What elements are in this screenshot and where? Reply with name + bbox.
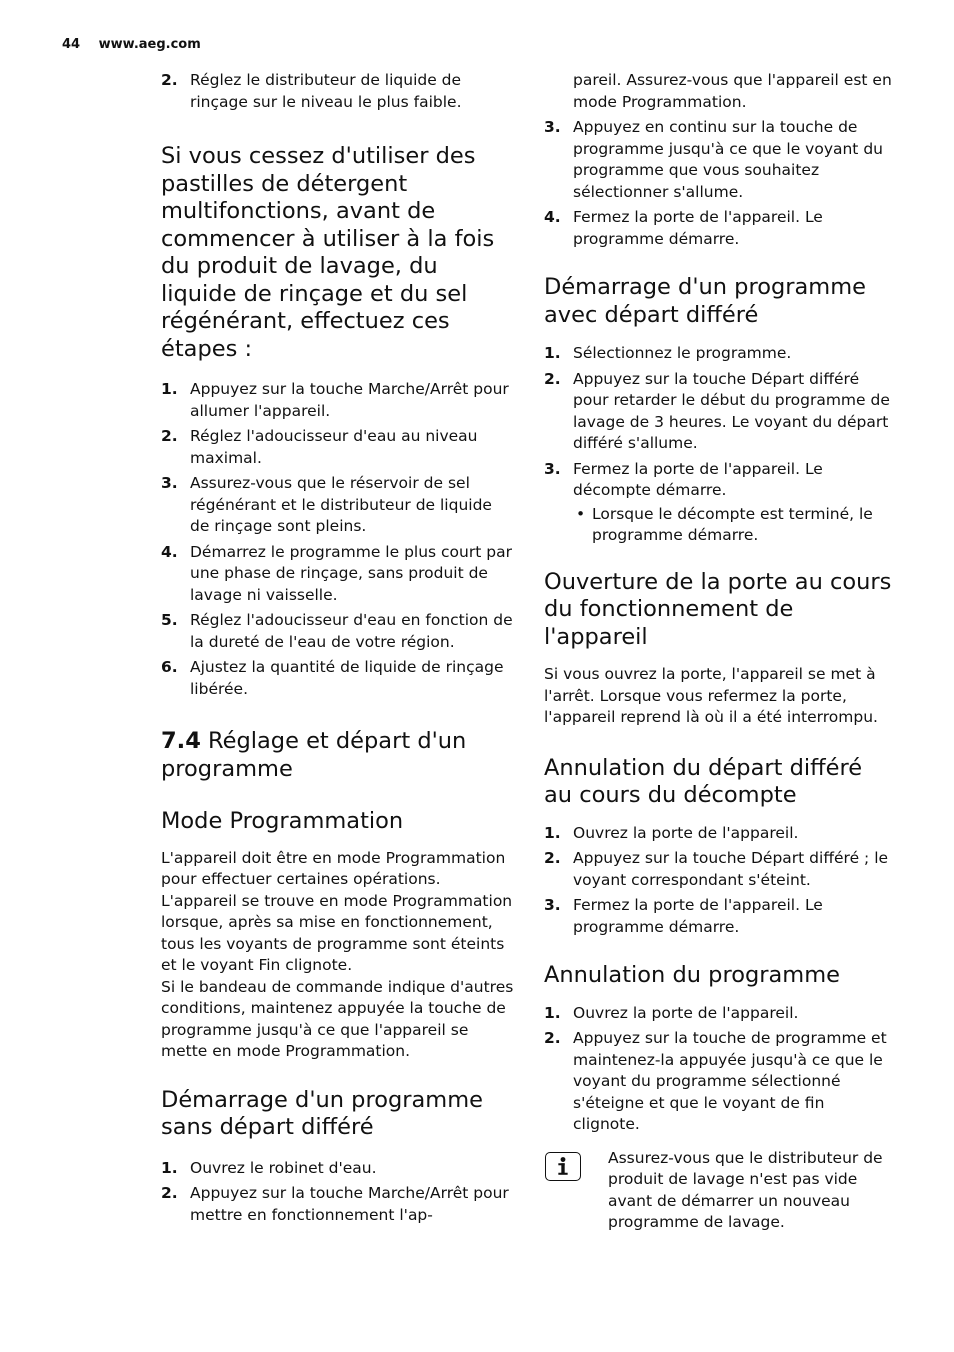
paragraph: L'appareil doit être en mode Programmation pour effectuer certaines opérations.: [161, 848, 506, 888]
list-item: [161, 473, 516, 538]
item-text: Fermez la porte de l'appareil. Le programme démarre.: [573, 208, 823, 248]
item-text: Appuyez sur la touche de programme et maintenez-la appuyée jusqu'à ce que le voyant du programme sélectionné s'éteigne et que le voyant de fin clignote.: [573, 1029, 887, 1133]
item-number: 5.: [161, 611, 178, 629]
item-number: 1.: [161, 380, 178, 398]
item-text: Appuyez en continu sur la touche de programme jusqu'à ce que le voyant du programme que vous souhaitez sélectionner s'allume.: [573, 118, 883, 201]
heading-cancel-delay: Annulation du départ différé au cours du décompte: [544, 754, 863, 808]
item-number: 2.: [544, 849, 561, 867]
bullet-icon: •: [576, 504, 586, 523]
item-number: 2.: [544, 1029, 561, 1047]
bullet-item: [573, 504, 896, 547]
item-number: 1.: [161, 1158, 178, 1177]
start-steps-list: [161, 1158, 516, 1227]
item-text: Fermez la porte de l'appareil. Le programme démarre.: [573, 896, 823, 936]
list-item: [544, 848, 896, 891]
item-text: Appuyez sur la touche Marche/Arrêt pour mettre en fonctionnement l'ap-: [190, 1184, 509, 1224]
item-number: 3.: [544, 896, 561, 914]
list-item: [544, 117, 896, 203]
continued-text: pareil. Assurez-vous que l'appareil est en mode Programmation.: [573, 71, 892, 111]
heading-start-no-delay: Démarrage d'un programme sans départ différé: [161, 1086, 483, 1140]
list-item: [161, 1183, 516, 1226]
item-text: Réglez l'adoucisseur d'eau au niveau maximal.: [190, 427, 478, 467]
paragraph: L'appareil se trouve en mode Programmation lorsque, après sa mise en fonctionnement, tous les voyants de programme sont éteints et le voyant Fin clignote.: [161, 891, 513, 974]
info-icon: [545, 1152, 581, 1181]
list-item: [544, 459, 896, 547]
item-text: Ouvrez la porte de l'appareil.: [573, 1003, 799, 1022]
item-number: 4.: [161, 542, 178, 561]
item-text: Appuyez sur la touche Départ différé pour retarder le début du programme de lavage de 3 heures. Le voyant du départ différé s'allume.: [573, 369, 890, 452]
list-item: [544, 823, 896, 845]
list-item: [161, 1158, 516, 1180]
item-text: Appuyez sur la touche Départ différé ; le voyant correspondant s'éteint.: [573, 849, 889, 889]
list-item: [161, 657, 516, 700]
item-text: Réglez l'adoucisseur d'eau en fonction de la dureté de l'eau de votre région.: [190, 611, 513, 651]
cancel-delay-steps-list: [544, 823, 896, 939]
list-item: [544, 895, 896, 938]
site-url: www.aeg.com: [98, 37, 201, 52]
item-text: Ajustez la quantité de liquide de rinçage libérée.: [190, 658, 504, 698]
bullet-text: Lorsque le décompte est terminé, le programme démarre.: [592, 504, 873, 544]
list-item: [544, 1003, 896, 1025]
list-item: [544, 207, 896, 250]
list-item: [161, 70, 516, 113]
item-number: 2.: [161, 71, 178, 89]
item-number: 3.: [544, 118, 561, 136]
item-number: 2.: [161, 427, 178, 445]
heading-start-delay: Démarrage d'un programme avec départ différé: [544, 274, 866, 328]
left-column: [161, 70, 516, 1230]
item-text: Fermez la porte de l'appareil. Le décompte démarre.: [573, 459, 823, 499]
list-item: [161, 610, 516, 653]
item-number: 3.: [161, 474, 178, 492]
list-item: [544, 369, 896, 455]
item-number: 1.: [544, 344, 561, 362]
item-number: 1.: [544, 1003, 561, 1022]
item-text: Ouvrez la porte de l'appareil.: [573, 823, 799, 842]
item-number: 2.: [161, 1184, 178, 1202]
list-item: [161, 379, 516, 422]
section-title: [161, 728, 516, 783]
item-number: 2.: [544, 369, 561, 388]
item-number: 3.: [544, 459, 561, 478]
paragraph: Si vous ouvrez la porte, l'appareil se met à l'arrêt. Lorsque vous refermez la porte, l'appareil reprend là où il a été interrompu.: [544, 665, 878, 726]
heading-mode-programmation: Mode Programmation: [161, 808, 404, 834]
item-number: 6.: [161, 658, 178, 676]
start-steps-cont-list: [544, 117, 896, 250]
delay-steps-list: [544, 343, 896, 547]
item-text: Sélectionnez le programme.: [573, 344, 792, 362]
item-text: Réglez le distributeur de liquide de rinçage sur le niveau le plus faible.: [190, 71, 462, 111]
heading-door-open: Ouverture de la porte au cours du fonctionnement de l'appareil: [544, 568, 892, 650]
paragraph: Si le bandeau de commande indique d'autres conditions, maintenez appuyée la touche de programme jusqu'à ce que l'appareil se mette en mode Programmation.: [161, 977, 514, 1060]
info-note: [544, 1148, 896, 1234]
item-text: Appuyez sur la touche Marche/Arrêt pour allumer l'appareil.: [190, 380, 509, 420]
item-text: Assurez-vous que le réservoir de sel régénérant et le distributeur de liquide de rinçage sont pleins.: [190, 474, 492, 535]
right-column: [544, 70, 896, 1234]
intro-list: [161, 70, 516, 113]
cancel-program-steps-list: [544, 1003, 896, 1136]
item-text: Démarrez le programme le plus court par une phase de rinçage, sans produit de lavage ni vaisselle.: [190, 542, 512, 604]
list-item: [544, 1028, 896, 1136]
heading-stop-multifunction: Si vous cessez d'utiliser des pastilles de détergent multifonctions, avant de commencer à utiliser à la fois du produit de lavage, du liquide de rinçage et du sel régénérant, effectuez ces étapes :: [161, 143, 495, 362]
steps-list: [161, 379, 516, 700]
list-item: [161, 542, 516, 607]
section-number: 7.4: [161, 728, 201, 754]
heading-cancel-program: Annulation du programme: [544, 962, 840, 988]
item-text: Ouvrez le robinet d'eau.: [190, 1158, 377, 1177]
page-header: [62, 37, 201, 52]
note-text: Assurez-vous que le distributeur de produit de lavage n'est pas vide avant de démarrer un nouveau programme de lavage.: [608, 1148, 883, 1231]
list-item: [544, 343, 896, 365]
page-number: 44: [62, 37, 81, 52]
section-title-text: Réglage et départ d'un programme: [161, 728, 467, 782]
item-number: 4.: [544, 208, 561, 226]
bullet-list: [573, 504, 896, 547]
list-item: [161, 426, 516, 469]
item-number: 1.: [544, 823, 561, 842]
